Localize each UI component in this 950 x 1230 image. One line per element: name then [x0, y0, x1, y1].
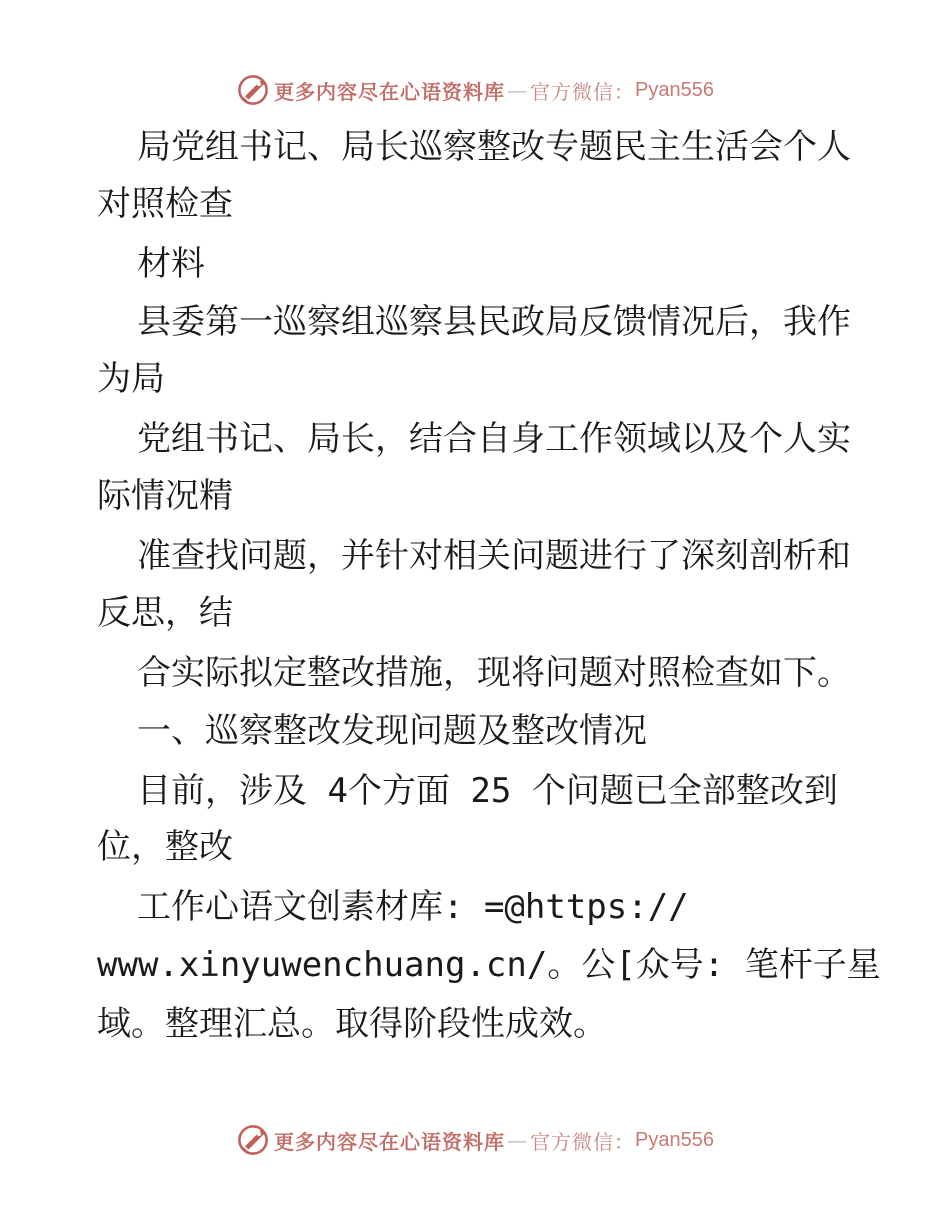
site-name-text: 更多内容尽在心语资料库	[274, 1129, 506, 1154]
header-banner	[0, 68, 950, 112]
site-name-text: 更多内容尽在心语资料库	[274, 79, 506, 104]
body-line: www.xinyuwenchuang.cn/。公[众号: 笔杆子星	[97, 945, 881, 985]
banner-dash: —	[507, 1128, 529, 1152]
body-line: 域。整理汇总。取得阶段性成效。	[97, 1004, 607, 1044]
body-line: 工作心语文创素材库: =@https://	[137, 887, 689, 927]
body-line: 目前，涉及 4个方面 25 个问题已全部整改到	[137, 771, 838, 811]
pen-nib-logo-icon	[236, 1123, 270, 1157]
body-line: 为局	[97, 359, 165, 399]
body-line: 县委第一巡察组巡察县民政局反馈情况后，我作	[137, 302, 851, 342]
body-line: 对照检查	[97, 184, 233, 224]
pen-nib-logo-icon	[236, 73, 270, 107]
body-line: 党组书记、局长，结合自身工作领域以及个人实	[137, 419, 851, 459]
body-line: 准查找问题，并针对相关问题进行了深刻剖析和	[137, 536, 851, 576]
body-line: 际情况精	[97, 476, 233, 516]
wechat-id: Pyan556	[635, 1128, 714, 1151]
wechat-label: 官方微信：	[530, 1129, 636, 1154]
section-heading: 一、巡察整改发现问题及整改情况	[137, 711, 647, 751]
body-line: 局党组书记、局长巡察整改专题民主生活会个人	[137, 127, 851, 167]
banner-dash: —	[507, 78, 529, 102]
body-line: 合实际拟定整改措施，现将问题对照检查如下。	[137, 653, 851, 693]
body-line: 位，整改	[97, 827, 233, 867]
body-line: 反思，结	[97, 593, 233, 633]
body-line: 材料	[137, 244, 205, 284]
footer-banner	[0, 1118, 950, 1162]
wechat-id: Pyan556	[635, 78, 714, 101]
wechat-label: 官方微信：	[530, 79, 636, 104]
